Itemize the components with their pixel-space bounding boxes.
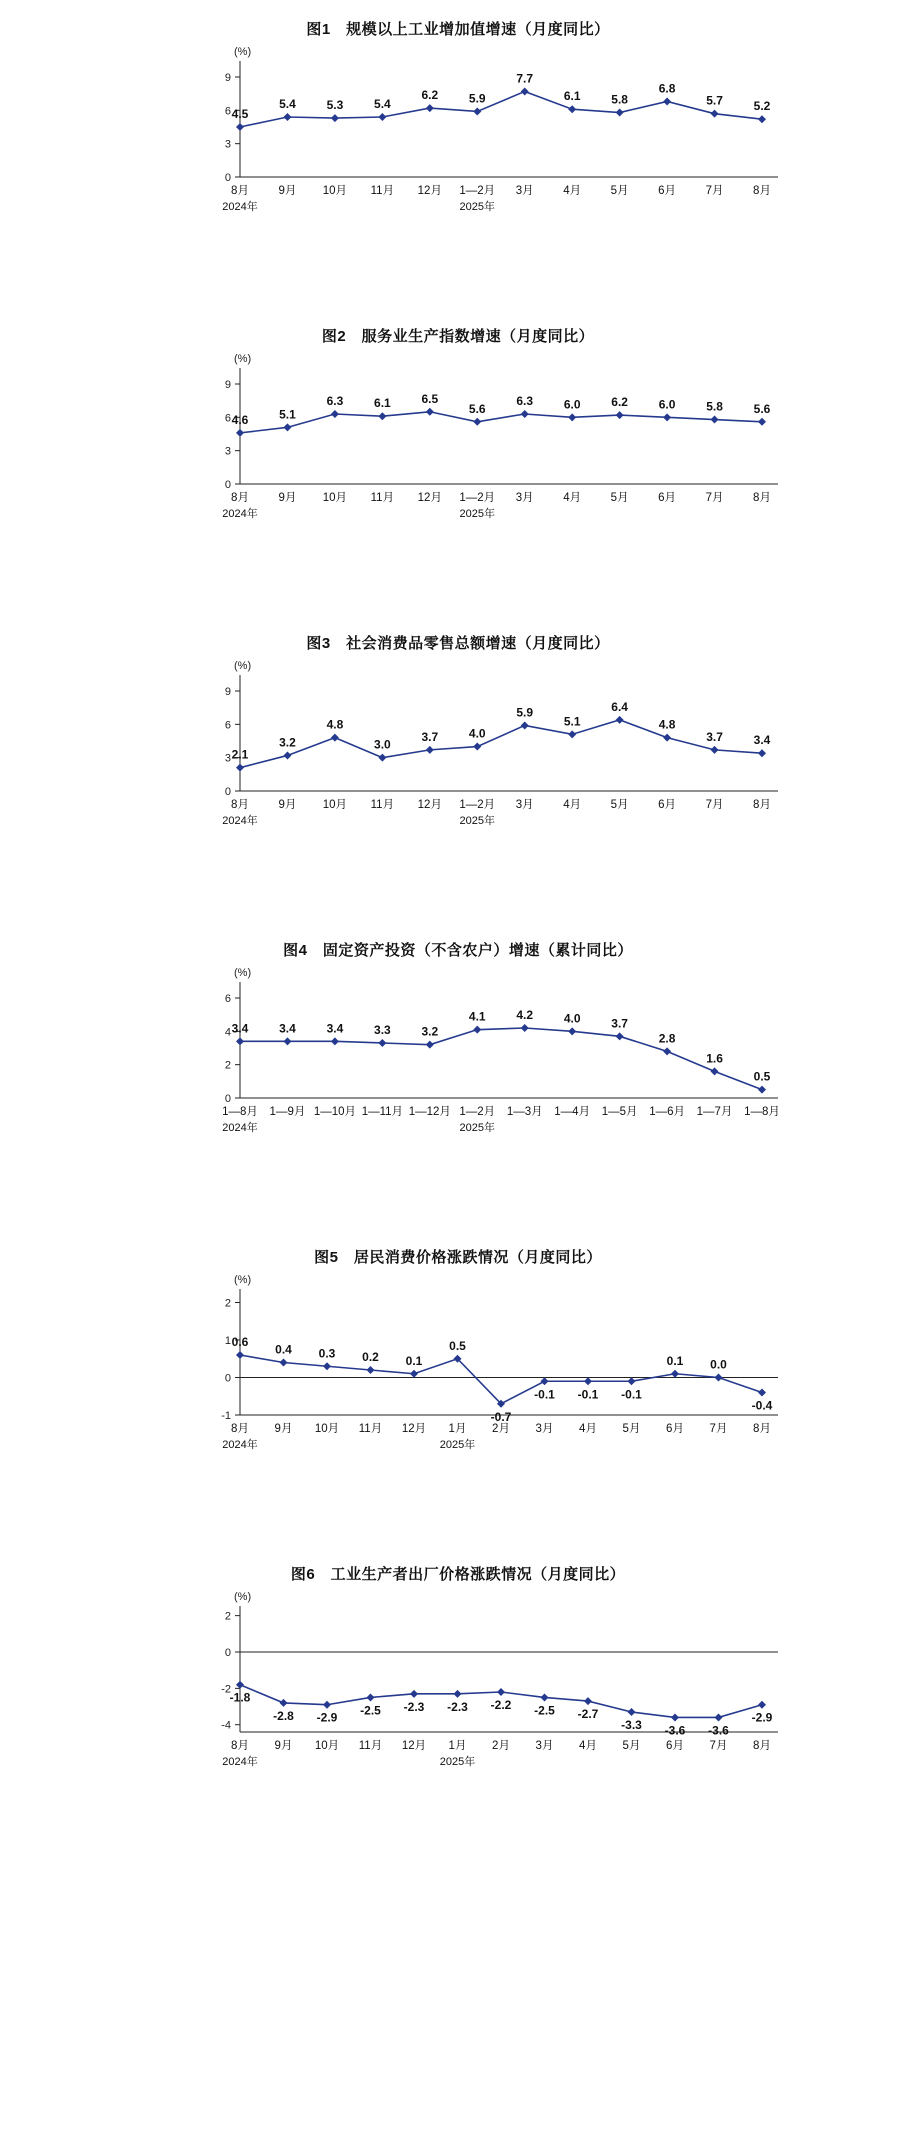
- data-point-marker: [331, 410, 339, 418]
- data-value-label: 5.1: [279, 407, 296, 422]
- data-point-marker: [280, 1359, 288, 1367]
- x-tick-label: 1—11月: [361, 1106, 404, 1118]
- chart-block-fig2: [128, 325, 788, 536]
- data-point-marker: [283, 1037, 291, 1045]
- data-value-label: -3.3: [621, 1718, 642, 1732]
- data-point-marker: [236, 429, 244, 437]
- x-tick-label: 8月: [231, 1423, 249, 1435]
- chart-title: 图2 服务业生产指数增速（月度同比）: [321, 328, 595, 345]
- data-value-label: 3.4: [753, 733, 771, 748]
- data-line: [240, 1028, 762, 1090]
- x-tick-label: 1—9月: [269, 1106, 306, 1118]
- x-tick-label: 12月: [417, 492, 442, 504]
- data-point-marker: [711, 746, 719, 754]
- line-chart-fig6: [128, 1584, 788, 1784]
- x-tick-label: 8月: [231, 185, 249, 197]
- x-tick-label: 11月: [358, 1740, 383, 1752]
- x-tick-label: 3月: [515, 492, 534, 504]
- block-spacer: [0, 536, 916, 632]
- x-axis-year-label: 2025年: [459, 1122, 496, 1134]
- x-tick-label: 1—6月: [649, 1106, 685, 1118]
- data-value-label: 4.1: [468, 1009, 486, 1024]
- data-value-label: 7.7: [516, 71, 534, 86]
- data-point-marker: [236, 1681, 244, 1689]
- y-tick-label: 3: [224, 445, 231, 458]
- data-value-label: 0.3: [318, 1346, 336, 1361]
- data-value-label: 3.7: [421, 729, 439, 744]
- x-tick-label: 2月: [492, 1423, 510, 1435]
- x-tick-label: 3月: [515, 799, 534, 811]
- y-tick-label: 1: [224, 1335, 231, 1347]
- x-axis-year-label: 2024年: [222, 1122, 258, 1134]
- x-tick-label: 6月: [666, 1740, 684, 1752]
- chart-title: 图5 居民消费价格涨跌情况（月度同比）: [314, 1249, 602, 1266]
- data-line: [240, 1355, 762, 1404]
- data-point-marker: [473, 1026, 481, 1034]
- y-tick-label: -4: [221, 1719, 231, 1732]
- data-value-label: 5.4: [279, 97, 296, 111]
- chart-block-fig5: [128, 1246, 788, 1467]
- data-value-label: 5.4: [374, 97, 391, 111]
- data-point-marker: [426, 746, 434, 754]
- x-tick-label: 4月: [563, 799, 582, 811]
- x-axis-year-label: 2024年: [222, 815, 258, 827]
- data-point-marker: [283, 423, 291, 431]
- x-tick-label: 12月: [401, 1423, 427, 1435]
- x-axis-year-label: 2025年: [439, 1439, 476, 1451]
- data-point-marker: [378, 412, 386, 420]
- data-point-marker: [497, 1688, 505, 1696]
- data-value-label: -3.6: [708, 1723, 729, 1738]
- x-tick-label: 8月: [231, 799, 249, 811]
- data-value-label: 5.2: [753, 99, 771, 114]
- data-value-label: 6.5: [421, 391, 439, 406]
- data-point-marker: [283, 751, 291, 759]
- data-point-marker: [584, 1377, 592, 1385]
- data-point-marker: [236, 1351, 244, 1359]
- data-value-label: -2.5: [360, 1703, 381, 1718]
- data-line: [240, 412, 762, 433]
- x-tick-label: 9月: [274, 1423, 293, 1435]
- x-tick-label: 3月: [535, 1740, 554, 1752]
- data-value-label: 5.6: [468, 401, 486, 416]
- x-tick-label: 8月: [231, 1740, 249, 1752]
- x-tick-label: 4月: [579, 1740, 597, 1752]
- chart-area: [128, 960, 788, 1150]
- data-value-label: 3.2: [279, 735, 296, 750]
- data-value-label: -2.2: [490, 1698, 512, 1712]
- data-value-label: 0.1: [405, 1353, 423, 1368]
- data-point-marker: [331, 1037, 339, 1045]
- x-tick-label: 1—2月: [459, 185, 496, 197]
- data-value-label: 3.2: [421, 1024, 439, 1039]
- x-tick-label: 1—12月: [408, 1106, 451, 1118]
- y-tick-label: 0: [224, 1093, 231, 1105]
- chart-area: [128, 1584, 788, 1784]
- x-tick-label: 1—2月: [459, 1106, 496, 1118]
- x-tick-label: 4月: [579, 1423, 597, 1435]
- x-tick-label: 8月: [753, 1740, 771, 1752]
- data-value-label: 4.0: [563, 1011, 581, 1026]
- data-point-marker: [410, 1690, 418, 1698]
- data-point-marker: [568, 105, 576, 113]
- data-point-marker: [663, 413, 671, 421]
- data-point-marker: [715, 1374, 723, 1382]
- y-tick-label: -2: [221, 1683, 231, 1696]
- data-value-label: 5.3: [326, 98, 344, 113]
- data-value-label: 3.0: [374, 737, 391, 752]
- y-tick-label: 0: [224, 1647, 231, 1659]
- line-chart-fig2: [128, 346, 788, 536]
- x-tick-label: 11月: [358, 1423, 383, 1435]
- data-value-label: 5.8: [706, 399, 723, 414]
- data-point-marker: [568, 730, 576, 738]
- y-axis-unit: (%): [234, 46, 252, 58]
- data-value-label: 0.5: [449, 1338, 466, 1353]
- x-tick-label: 8月: [753, 799, 771, 811]
- data-value-label: 6.8: [658, 81, 676, 96]
- x-tick-label: 9月: [278, 492, 297, 504]
- data-point-marker: [378, 1039, 386, 1047]
- x-tick-label: 9月: [278, 799, 297, 811]
- x-axis-year-label: 2025年: [439, 1756, 476, 1768]
- x-tick-label: 1—4月: [554, 1106, 591, 1118]
- data-point-marker: [616, 411, 624, 419]
- x-tick-label: 6月: [658, 799, 677, 811]
- data-value-label: 5.1: [563, 714, 581, 729]
- data-value-label: 6.2: [421, 88, 439, 103]
- x-tick-label: 9月: [278, 185, 297, 197]
- data-point-marker: [758, 115, 766, 123]
- chart-block-fig1: [128, 18, 788, 229]
- x-tick-label: 10月: [322, 185, 348, 197]
- data-value-label: 2.8: [658, 1031, 676, 1046]
- y-tick-label: 6: [224, 719, 231, 732]
- data-point-marker: [521, 1024, 529, 1032]
- data-point-marker: [426, 408, 434, 416]
- y-tick-label: 0: [224, 786, 231, 798]
- y-tick-label: 2: [224, 1059, 231, 1072]
- x-tick-label: 3月: [515, 185, 534, 197]
- x-tick-label: 11月: [370, 799, 395, 811]
- data-point-marker: [521, 87, 529, 95]
- data-line: [240, 717, 762, 768]
- data-value-label: -0.4: [751, 1398, 773, 1413]
- data-point-marker: [541, 1693, 549, 1701]
- x-tick-label: 12月: [401, 1740, 427, 1752]
- chart-block-fig6: [128, 1563, 788, 1784]
- y-tick-label: 6: [224, 993, 231, 1005]
- x-tick-label: 11月: [370, 492, 395, 504]
- chart-title: 图1 规模以上工业增加值增速（月度同比）: [306, 21, 610, 38]
- data-value-label: 0.2: [362, 1350, 379, 1364]
- x-tick-label: 1—2月: [459, 492, 496, 504]
- data-value-label: -2.9: [751, 1710, 773, 1725]
- data-value-label: 5.8: [611, 92, 628, 107]
- y-tick-label: 4: [224, 1026, 231, 1039]
- data-value-label: 0.0: [710, 1357, 727, 1372]
- x-tick-label: 5月: [610, 492, 629, 504]
- y-tick-label: 0: [224, 172, 231, 184]
- data-point-marker: [454, 1690, 462, 1698]
- data-point-marker: [378, 754, 386, 762]
- data-value-label: 4.0: [468, 726, 486, 741]
- data-point-marker: [671, 1713, 679, 1721]
- block-spacer: [0, 1467, 916, 1563]
- x-tick-label: 1—2月: [459, 799, 496, 811]
- data-value-label: -3.6: [664, 1723, 686, 1738]
- data-point-marker: [521, 721, 529, 729]
- chart-area: [128, 39, 788, 229]
- data-point-marker: [473, 418, 481, 426]
- data-point-marker: [628, 1377, 636, 1385]
- x-tick-label: 7月: [709, 1423, 728, 1435]
- y-tick-label: 0: [224, 1372, 231, 1385]
- data-point-marker: [568, 413, 576, 421]
- bottom-spacer: [0, 1784, 916, 1880]
- x-tick-label: 3月: [535, 1423, 554, 1435]
- data-value-label: 6.2: [611, 395, 628, 410]
- block-spacer: [0, 1150, 916, 1246]
- x-tick-label: 4月: [563, 185, 582, 197]
- x-tick-label: 1月: [448, 1740, 467, 1752]
- data-point-marker: [236, 1037, 244, 1045]
- y-tick-label: 3: [224, 752, 231, 765]
- data-point-marker: [671, 1370, 679, 1378]
- x-axis-year-label: 2025年: [459, 815, 496, 827]
- x-axis-year-label: 2025年: [459, 508, 496, 520]
- data-value-label: 0.5: [753, 1069, 771, 1084]
- data-point-marker: [378, 113, 386, 121]
- data-point-marker: [280, 1699, 288, 1707]
- x-tick-label: 1—7月: [696, 1106, 733, 1118]
- x-axis-year-label: 2024年: [222, 201, 258, 213]
- y-tick-label: 6: [224, 412, 231, 425]
- data-point-marker: [410, 1370, 418, 1378]
- x-axis-year-label: 2024年: [222, 1756, 258, 1768]
- x-tick-label: 5月: [610, 185, 629, 197]
- data-point-marker: [616, 1032, 624, 1040]
- data-value-label: 5.7: [706, 93, 723, 108]
- x-tick-label: 1月: [448, 1423, 467, 1435]
- data-point-marker: [541, 1377, 549, 1385]
- x-tick-label: 1—5月: [601, 1106, 638, 1118]
- data-value-label: -1.8: [229, 1690, 251, 1705]
- data-value-label: 6.0: [563, 397, 581, 412]
- chart-area: [128, 653, 788, 843]
- data-point-marker: [236, 764, 244, 772]
- x-tick-label: 8月: [753, 1423, 771, 1435]
- data-point-marker: [715, 1713, 723, 1721]
- data-value-label: 3.7: [611, 1016, 628, 1031]
- y-tick-label: 2: [224, 1610, 231, 1623]
- data-value-label: 5.6: [753, 401, 771, 416]
- data-point-marker: [628, 1708, 636, 1716]
- data-point-marker: [758, 1086, 766, 1094]
- x-tick-label: 5月: [622, 1740, 641, 1752]
- x-tick-label: 6月: [658, 492, 677, 504]
- data-point-marker: [758, 749, 766, 757]
- data-value-label: 4.6: [231, 412, 249, 427]
- data-point-marker: [426, 104, 434, 112]
- y-tick-label: 9: [224, 686, 231, 698]
- data-point-marker: [426, 1041, 434, 1049]
- x-tick-label: 10月: [314, 1423, 340, 1435]
- data-value-label: 6.4: [611, 699, 628, 714]
- data-value-label: -0.7: [490, 1409, 512, 1424]
- line-chart-fig1: [128, 39, 788, 229]
- data-point-marker: [473, 107, 481, 115]
- y-axis-unit: (%): [234, 967, 252, 979]
- data-point-marker: [758, 1389, 766, 1397]
- data-value-label: 3.4: [279, 1021, 296, 1036]
- data-value-label: 6.0: [658, 397, 676, 412]
- y-axis-unit: (%): [234, 1591, 252, 1603]
- x-tick-label: 12月: [417, 799, 442, 811]
- y-tick-label: 3: [224, 138, 231, 151]
- y-tick-label: 6: [224, 105, 231, 118]
- x-tick-label: 5月: [622, 1423, 641, 1435]
- x-tick-label: 7月: [705, 799, 724, 811]
- x-tick-label: 10月: [322, 799, 348, 811]
- x-tick-label: 2月: [492, 1740, 510, 1752]
- data-point-marker: [521, 410, 529, 418]
- x-axis-year-label: 2025年: [459, 201, 496, 213]
- x-tick-label: 1—8月: [222, 1106, 258, 1118]
- chart-block-fig3: [128, 632, 788, 843]
- data-point-marker: [663, 1047, 671, 1055]
- top-spacer: [0, 0, 916, 18]
- data-value-label: -2.5: [534, 1703, 555, 1718]
- x-tick-label: 8月: [231, 492, 249, 504]
- x-tick-label: 1—10月: [313, 1106, 357, 1118]
- line-chart-fig5: [128, 1267, 788, 1467]
- data-point-marker: [663, 97, 671, 105]
- data-point-marker: [711, 1067, 719, 1075]
- x-tick-label: 10月: [322, 492, 348, 504]
- x-tick-label: 6月: [666, 1423, 684, 1435]
- x-tick-label: 5月: [610, 799, 629, 811]
- chart-title: 图6 工业生产者出厂价格涨跌情况（月度同比）: [290, 1566, 626, 1583]
- data-value-label: 0.6: [231, 1335, 249, 1349]
- data-value-label: 4.2: [516, 1008, 534, 1022]
- data-value-label: -2.3: [447, 1699, 468, 1714]
- data-point-marker: [323, 1362, 331, 1370]
- x-tick-label: 6月: [658, 185, 677, 197]
- y-tick-label: 9: [224, 379, 231, 391]
- data-value-label: 0.4: [275, 1342, 292, 1357]
- data-value-label: -0.1: [577, 1387, 599, 1402]
- data-value-label: 3.4: [326, 1021, 344, 1036]
- x-axis-year-label: 2024年: [222, 508, 258, 520]
- data-point-marker: [473, 743, 481, 751]
- x-tick-label: 4月: [563, 492, 582, 504]
- x-tick-label: 7月: [705, 492, 724, 504]
- block-spacer: [0, 843, 916, 939]
- data-value-label: 3.4: [231, 1021, 249, 1036]
- data-point-marker: [711, 416, 719, 424]
- y-tick-label: -1: [221, 1410, 231, 1422]
- data-line: [240, 91, 762, 127]
- data-value-label: 4.8: [326, 717, 344, 732]
- data-value-label: 6.3: [326, 394, 344, 408]
- x-tick-label: 10月: [314, 1740, 340, 1752]
- data-value-label: 1.6: [706, 1051, 723, 1066]
- data-point-marker: [236, 123, 244, 131]
- y-tick-label: 9: [224, 72, 231, 84]
- data-value-label: 0.1: [666, 1353, 684, 1368]
- chart-block-fig4: [128, 939, 788, 1150]
- x-tick-label: 11月: [370, 185, 395, 197]
- y-tick-label: 2: [224, 1297, 231, 1310]
- line-chart-fig3: [128, 653, 788, 843]
- data-value-label: 2.1: [231, 747, 249, 762]
- y-tick-label: 0: [224, 479, 231, 491]
- data-point-marker: [616, 716, 624, 724]
- data-value-label: -2.7: [577, 1707, 599, 1722]
- x-tick-label: 1—3月: [506, 1106, 543, 1118]
- data-value-label: 3.3: [374, 1023, 391, 1037]
- x-tick-label: 9月: [274, 1740, 293, 1752]
- data-point-marker: [616, 109, 624, 117]
- chart-area: [128, 346, 788, 536]
- data-point-marker: [758, 1701, 766, 1709]
- data-value-label: 5.9: [516, 705, 534, 720]
- x-axis-year-label: 2024年: [222, 1439, 258, 1451]
- data-value-label: 6.1: [563, 89, 581, 104]
- data-point-marker: [568, 1027, 576, 1035]
- data-point-marker: [367, 1366, 375, 1374]
- x-tick-label: 1—8月: [744, 1106, 780, 1118]
- y-axis-unit: (%): [234, 353, 252, 365]
- x-tick-label: 7月: [709, 1740, 728, 1752]
- y-axis-unit: (%): [234, 660, 252, 672]
- data-value-label: 4.8: [658, 717, 676, 732]
- data-value-label: -2.3: [403, 1699, 425, 1714]
- block-spacer: [0, 229, 916, 325]
- x-tick-label: 12月: [417, 185, 442, 197]
- chart-title: 图4 固定资产投资（不含农户）增速（累计同比）: [283, 942, 633, 959]
- x-tick-label: 7月: [705, 185, 724, 197]
- data-value-label: -2.9: [316, 1710, 338, 1725]
- y-axis-unit: (%): [234, 1274, 252, 1286]
- x-tick-label: 8月: [753, 185, 771, 197]
- chart-area: [128, 1267, 788, 1467]
- data-point-marker: [331, 114, 339, 122]
- data-value-label: 5.9: [468, 91, 486, 106]
- data-point-marker: [711, 110, 719, 118]
- data-point-marker: [584, 1697, 592, 1705]
- data-point-marker: [323, 1701, 331, 1709]
- data-value-label: -0.1: [621, 1387, 642, 1402]
- x-tick-label: 8月: [753, 492, 771, 504]
- data-value-label: -0.1: [534, 1387, 555, 1402]
- data-point-marker: [367, 1693, 375, 1701]
- data-value-label: 3.7: [706, 729, 723, 744]
- data-point-marker: [758, 418, 766, 426]
- data-point-marker: [663, 734, 671, 742]
- data-point-marker: [331, 734, 339, 742]
- chart-title: 图3 社会消费品零售总额增速（月度同比）: [306, 635, 610, 652]
- data-value-label: 4.5: [231, 107, 249, 121]
- data-value-label: 6.1: [374, 396, 391, 411]
- data-point-marker: [283, 113, 291, 121]
- data-value-label: -2.8: [273, 1708, 294, 1723]
- line-chart-fig4: [128, 960, 788, 1150]
- data-value-label: 6.3: [516, 394, 534, 408]
